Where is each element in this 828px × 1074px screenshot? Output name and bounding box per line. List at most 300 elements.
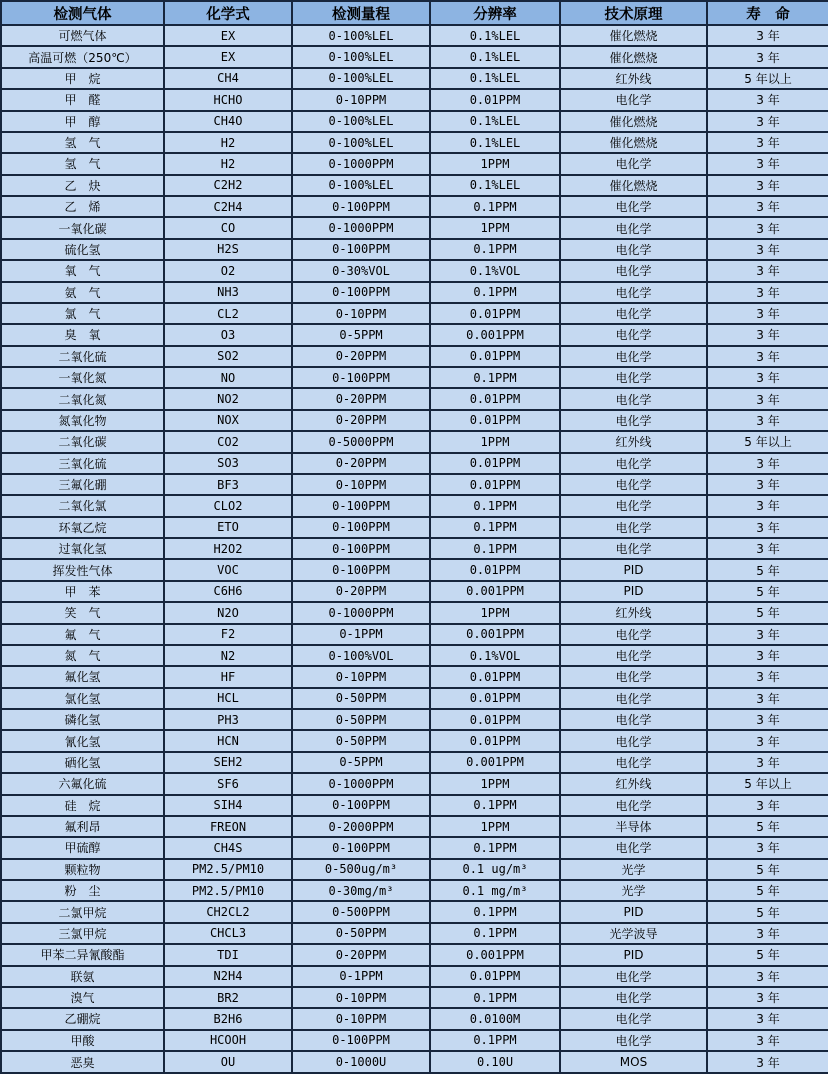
formula-cell: HF bbox=[164, 666, 292, 687]
formula-cell: HCOOH bbox=[164, 1030, 292, 1051]
principle-cell: 光学 bbox=[560, 859, 707, 880]
gas-name-cell: 三氧化硫 bbox=[1, 453, 164, 474]
gas-name-cell: 可燃气体 bbox=[1, 25, 164, 46]
table-row bbox=[1, 559, 828, 580]
lifespan-cell: 3 年 bbox=[707, 709, 828, 730]
resolution-cell: 0.1PPM bbox=[430, 282, 560, 303]
table-header bbox=[1, 1, 828, 25]
principle-cell: 光学波导 bbox=[560, 923, 707, 944]
formula-cell: CH2CL2 bbox=[164, 901, 292, 922]
lifespan-cell: 5 年 bbox=[707, 816, 828, 837]
gas-name-cell: 甲硫醇 bbox=[1, 837, 164, 858]
table-row bbox=[1, 132, 828, 153]
lifespan-cell: 3 年 bbox=[707, 346, 828, 367]
formula-cell: CH4 bbox=[164, 68, 292, 89]
range-cell: 0-100PPM bbox=[292, 367, 430, 388]
resolution-cell: 0.1PPM bbox=[430, 923, 560, 944]
lifespan-cell: 5 年 bbox=[707, 944, 828, 965]
resolution-cell: 1PPM bbox=[430, 153, 560, 174]
range-cell: 0-20PPM bbox=[292, 410, 430, 431]
formula-cell: CHCL3 bbox=[164, 923, 292, 944]
gas-name-cell: 氮氧化物 bbox=[1, 410, 164, 431]
table-row bbox=[1, 773, 828, 794]
range-cell: 0-20PPM bbox=[292, 346, 430, 367]
resolution-cell: 1PPM bbox=[430, 602, 560, 623]
lifespan-cell: 5 年 bbox=[707, 581, 828, 602]
formula-cell: H2S bbox=[164, 239, 292, 260]
resolution-cell: 0.001PPM bbox=[430, 944, 560, 965]
table-row bbox=[1, 666, 828, 687]
formula-cell: BR2 bbox=[164, 987, 292, 1008]
principle-cell: 电化学 bbox=[560, 346, 707, 367]
principle-cell: MOS bbox=[560, 1051, 707, 1073]
gas-name-cell: 甲 烷 bbox=[1, 68, 164, 89]
lifespan-cell: 3 年 bbox=[707, 367, 828, 388]
gas-name-cell: 氮 气 bbox=[1, 645, 164, 666]
resolution-cell: 0.1PPM bbox=[430, 538, 560, 559]
table-row bbox=[1, 346, 828, 367]
formula-cell: HCHO bbox=[164, 89, 292, 110]
range-cell: 0-100PPM bbox=[292, 495, 430, 516]
principle-cell: 电化学 bbox=[560, 1030, 707, 1051]
range-cell: 0-100PPM bbox=[292, 196, 430, 217]
gas-name-cell: 颗粒物 bbox=[1, 859, 164, 880]
resolution-cell: 0.01PPM bbox=[430, 346, 560, 367]
lifespan-cell: 3 年 bbox=[707, 260, 828, 281]
formula-cell: CH4S bbox=[164, 837, 292, 858]
lifespan-cell: 5 年 bbox=[707, 880, 828, 901]
principle-cell: PID bbox=[560, 581, 707, 602]
table-row bbox=[1, 517, 828, 538]
principle-cell: 红外线 bbox=[560, 431, 707, 452]
table-row bbox=[1, 581, 828, 602]
principle-cell: 电化学 bbox=[560, 730, 707, 751]
lifespan-cell: 3 年 bbox=[707, 752, 828, 773]
resolution-cell: 1PPM bbox=[430, 773, 560, 794]
principle-cell: 电化学 bbox=[560, 966, 707, 987]
table-row bbox=[1, 1008, 828, 1029]
lifespan-cell: 3 年 bbox=[707, 89, 828, 110]
range-cell: 0-10PPM bbox=[292, 89, 430, 110]
resolution-cell: 0.01PPM bbox=[430, 730, 560, 751]
resolution-cell: 0.1PPM bbox=[430, 495, 560, 516]
resolution-cell: 0.001PPM bbox=[430, 324, 560, 345]
lifespan-cell: 3 年 bbox=[707, 966, 828, 987]
range-cell: 0-30mg/m³ bbox=[292, 880, 430, 901]
range-cell: 0-20PPM bbox=[292, 453, 430, 474]
resolution-cell: 0.1PPM bbox=[430, 987, 560, 1008]
gas-name-cell: 二氧化氮 bbox=[1, 388, 164, 409]
table-row bbox=[1, 175, 828, 196]
range-cell: 0-20PPM bbox=[292, 388, 430, 409]
lifespan-cell: 3 年 bbox=[707, 688, 828, 709]
resolution-cell: 0.01PPM bbox=[430, 410, 560, 431]
lifespan-cell: 3 年 bbox=[707, 517, 828, 538]
column-header-5: 寿 命 bbox=[707, 1, 828, 25]
resolution-cell: 0.10U bbox=[430, 1051, 560, 1073]
gas-name-cell: 氢 气 bbox=[1, 132, 164, 153]
resolution-cell: 0.01PPM bbox=[430, 303, 560, 324]
lifespan-cell: 5 年 bbox=[707, 901, 828, 922]
range-cell: 0-100PPM bbox=[292, 795, 430, 816]
resolution-cell: 0.1%LEL bbox=[430, 25, 560, 46]
table-row bbox=[1, 859, 828, 880]
lifespan-cell: 3 年 bbox=[707, 132, 828, 153]
gas-name-cell: 氨 气 bbox=[1, 282, 164, 303]
table-row bbox=[1, 923, 828, 944]
resolution-cell: 0.01PPM bbox=[430, 453, 560, 474]
range-cell: 0-100%LEL bbox=[292, 132, 430, 153]
lifespan-cell: 3 年 bbox=[707, 111, 828, 132]
principle-cell: 电化学 bbox=[560, 987, 707, 1008]
formula-cell: HCL bbox=[164, 688, 292, 709]
gas-name-cell: 氟利昂 bbox=[1, 816, 164, 837]
resolution-cell: 0.0100M bbox=[430, 1008, 560, 1029]
lifespan-cell: 3 年 bbox=[707, 837, 828, 858]
gas-name-cell: 溴气 bbox=[1, 987, 164, 1008]
resolution-cell: 0.1%LEL bbox=[430, 175, 560, 196]
range-cell: 0-1PPM bbox=[292, 624, 430, 645]
gas-name-cell: 恶臭 bbox=[1, 1051, 164, 1073]
formula-cell: O3 bbox=[164, 324, 292, 345]
lifespan-cell: 3 年 bbox=[707, 453, 828, 474]
range-cell: 0-20PPM bbox=[292, 944, 430, 965]
table-row bbox=[1, 538, 828, 559]
table-row bbox=[1, 431, 828, 452]
principle-cell: 电化学 bbox=[560, 303, 707, 324]
lifespan-cell: 3 年 bbox=[707, 495, 828, 516]
lifespan-cell: 3 年 bbox=[707, 666, 828, 687]
formula-cell: CH4O bbox=[164, 111, 292, 132]
table-row bbox=[1, 196, 828, 217]
range-cell: 0-10PPM bbox=[292, 1008, 430, 1029]
range-cell: 0-10PPM bbox=[292, 474, 430, 495]
resolution-cell: 0.01PPM bbox=[430, 966, 560, 987]
principle-cell: 电化学 bbox=[560, 89, 707, 110]
lifespan-cell: 5 年 bbox=[707, 859, 828, 880]
lifespan-cell: 3 年 bbox=[707, 25, 828, 46]
formula-cell: PM2.5/PM10 bbox=[164, 859, 292, 880]
table-row bbox=[1, 474, 828, 495]
principle-cell: 电化学 bbox=[560, 495, 707, 516]
resolution-cell: 0.1PPM bbox=[430, 1030, 560, 1051]
table-row bbox=[1, 46, 828, 67]
resolution-cell: 0.1PPM bbox=[430, 795, 560, 816]
range-cell: 0-50PPM bbox=[292, 688, 430, 709]
formula-cell: OU bbox=[164, 1051, 292, 1073]
resolution-cell: 0.001PPM bbox=[430, 581, 560, 602]
range-cell: 0-1000PPM bbox=[292, 773, 430, 794]
formula-cell: C6H6 bbox=[164, 581, 292, 602]
lifespan-cell: 3 年 bbox=[707, 388, 828, 409]
formula-cell: H2 bbox=[164, 132, 292, 153]
gas-name-cell: 甲酸 bbox=[1, 1030, 164, 1051]
principle-cell: PID bbox=[560, 944, 707, 965]
gas-name-cell: 二氧化氯 bbox=[1, 495, 164, 516]
range-cell: 0-10PPM bbox=[292, 987, 430, 1008]
table-row bbox=[1, 303, 828, 324]
formula-cell: FREON bbox=[164, 816, 292, 837]
formula-cell: C2H2 bbox=[164, 175, 292, 196]
principle-cell: 红外线 bbox=[560, 68, 707, 89]
lifespan-cell: 3 年 bbox=[707, 987, 828, 1008]
principle-cell: 电化学 bbox=[560, 217, 707, 238]
resolution-cell: 0.1PPM bbox=[430, 196, 560, 217]
principle-cell: 电化学 bbox=[560, 666, 707, 687]
gas-name-cell: 磷化氢 bbox=[1, 709, 164, 730]
principle-cell: 电化学 bbox=[560, 260, 707, 281]
resolution-cell: 0.1%VOL bbox=[430, 645, 560, 666]
range-cell: 0-1000U bbox=[292, 1051, 430, 1073]
range-cell: 0-500PPM bbox=[292, 901, 430, 922]
formula-cell: TDI bbox=[164, 944, 292, 965]
resolution-cell: 0.1PPM bbox=[430, 837, 560, 858]
table-body bbox=[1, 25, 828, 1073]
lifespan-cell: 3 年 bbox=[707, 1030, 828, 1051]
gas-name-cell: 硫化氢 bbox=[1, 239, 164, 260]
resolution-cell: 0.1PPM bbox=[430, 239, 560, 260]
table-row bbox=[1, 816, 828, 837]
table-row bbox=[1, 367, 828, 388]
range-cell: 0-100PPM bbox=[292, 559, 430, 580]
principle-cell: 电化学 bbox=[560, 474, 707, 495]
table-row bbox=[1, 1051, 828, 1073]
column-header-4: 技术原理 bbox=[560, 1, 707, 25]
range-cell: 0-100PPM bbox=[292, 538, 430, 559]
gas-name-cell: 甲 苯 bbox=[1, 581, 164, 602]
gas-name-cell: 臭 氧 bbox=[1, 324, 164, 345]
range-cell: 0-100PPM bbox=[292, 517, 430, 538]
lifespan-cell: 3 年 bbox=[707, 730, 828, 751]
principle-cell: 电化学 bbox=[560, 645, 707, 666]
formula-cell: PM2.5/PM10 bbox=[164, 880, 292, 901]
lifespan-cell: 3 年 bbox=[707, 474, 828, 495]
table-row bbox=[1, 730, 828, 751]
formula-cell: H2O2 bbox=[164, 538, 292, 559]
formula-cell: SF6 bbox=[164, 773, 292, 794]
lifespan-cell: 3 年 bbox=[707, 175, 828, 196]
principle-cell: 电化学 bbox=[560, 538, 707, 559]
resolution-cell: 0.001PPM bbox=[430, 752, 560, 773]
resolution-cell: 0.1%LEL bbox=[430, 132, 560, 153]
resolution-cell: 0.1%LEL bbox=[430, 68, 560, 89]
lifespan-cell: 3 年 bbox=[707, 645, 828, 666]
range-cell: 0-100%LEL bbox=[292, 175, 430, 196]
gas-name-cell: 二氯甲烷 bbox=[1, 901, 164, 922]
range-cell: 0-100PPM bbox=[292, 1030, 430, 1051]
table-row bbox=[1, 688, 828, 709]
resolution-cell: 0.1PPM bbox=[430, 517, 560, 538]
resolution-cell: 0.01PPM bbox=[430, 89, 560, 110]
formula-cell: SEH2 bbox=[164, 752, 292, 773]
gas-name-cell: 联氨 bbox=[1, 966, 164, 987]
resolution-cell: 0.1PPM bbox=[430, 901, 560, 922]
table-row bbox=[1, 388, 828, 409]
gas-name-cell: 一氧化碳 bbox=[1, 217, 164, 238]
principle-cell: 催化燃烧 bbox=[560, 46, 707, 67]
range-cell: 0-50PPM bbox=[292, 709, 430, 730]
gas-name-cell: 三氯甲烷 bbox=[1, 923, 164, 944]
table-row bbox=[1, 153, 828, 174]
table-row bbox=[1, 602, 828, 623]
gas-name-cell: 氟化氢 bbox=[1, 666, 164, 687]
principle-cell: 电化学 bbox=[560, 517, 707, 538]
formula-cell: CL2 bbox=[164, 303, 292, 324]
table-row bbox=[1, 709, 828, 730]
column-header-3: 分辨率 bbox=[430, 1, 560, 25]
formula-cell: CO bbox=[164, 217, 292, 238]
formula-cell: B2H6 bbox=[164, 1008, 292, 1029]
formula-cell: F2 bbox=[164, 624, 292, 645]
gas-name-cell: 氯化氢 bbox=[1, 688, 164, 709]
table-row bbox=[1, 453, 828, 474]
principle-cell: 红外线 bbox=[560, 773, 707, 794]
gas-name-cell: 笑 气 bbox=[1, 602, 164, 623]
lifespan-cell: 3 年 bbox=[707, 1051, 828, 1073]
formula-cell: SO3 bbox=[164, 453, 292, 474]
formula-cell: EX bbox=[164, 25, 292, 46]
resolution-cell: 0.01PPM bbox=[430, 709, 560, 730]
principle-cell: 电化学 bbox=[560, 624, 707, 645]
formula-cell: SO2 bbox=[164, 346, 292, 367]
range-cell: 0-100%LEL bbox=[292, 111, 430, 132]
range-cell: 0-1PPM bbox=[292, 966, 430, 987]
range-cell: 0-100%VOL bbox=[292, 645, 430, 666]
gas-name-cell: 甲 醇 bbox=[1, 111, 164, 132]
principle-cell: 电化学 bbox=[560, 367, 707, 388]
table-row bbox=[1, 624, 828, 645]
gas-name-cell: 三氟化硼 bbox=[1, 474, 164, 495]
lifespan-cell: 3 年 bbox=[707, 538, 828, 559]
principle-cell: 电化学 bbox=[560, 688, 707, 709]
range-cell: 0-5PPM bbox=[292, 752, 430, 773]
gas-name-cell: 粉 尘 bbox=[1, 880, 164, 901]
table-row bbox=[1, 795, 828, 816]
gas-name-cell: 甲 醛 bbox=[1, 89, 164, 110]
principle-cell: 电化学 bbox=[560, 388, 707, 409]
lifespan-cell: 5 年以上 bbox=[707, 773, 828, 794]
principle-cell: 红外线 bbox=[560, 602, 707, 623]
range-cell: 0-100%LEL bbox=[292, 25, 430, 46]
lifespan-cell: 3 年 bbox=[707, 196, 828, 217]
gas-name-cell: 二氧化硫 bbox=[1, 346, 164, 367]
range-cell: 0-100%LEL bbox=[292, 46, 430, 67]
principle-cell: PID bbox=[560, 559, 707, 580]
gas-name-cell: 六氟化硫 bbox=[1, 773, 164, 794]
resolution-cell: 1PPM bbox=[430, 431, 560, 452]
gas-name-cell: 硒化氢 bbox=[1, 752, 164, 773]
lifespan-cell: 3 年 bbox=[707, 624, 828, 645]
table-row bbox=[1, 1030, 828, 1051]
table-row bbox=[1, 260, 828, 281]
range-cell: 0-50PPM bbox=[292, 923, 430, 944]
gas-name-cell: 氯 气 bbox=[1, 303, 164, 324]
formula-cell: N2O bbox=[164, 602, 292, 623]
formula-cell: C2H4 bbox=[164, 196, 292, 217]
range-cell: 0-5000PPM bbox=[292, 431, 430, 452]
gas-name-cell: 二氧化碳 bbox=[1, 431, 164, 452]
formula-cell: N2H4 bbox=[164, 966, 292, 987]
resolution-cell: 0.1%LEL bbox=[430, 46, 560, 67]
formula-cell: BF3 bbox=[164, 474, 292, 495]
principle-cell: 电化学 bbox=[560, 282, 707, 303]
formula-cell: NOX bbox=[164, 410, 292, 431]
table-row bbox=[1, 880, 828, 901]
resolution-cell: 0.1%LEL bbox=[430, 111, 560, 132]
formula-cell: VOC bbox=[164, 559, 292, 580]
lifespan-cell: 3 年 bbox=[707, 1008, 828, 1029]
table-row bbox=[1, 645, 828, 666]
lifespan-cell: 5 年以上 bbox=[707, 431, 828, 452]
resolution-cell: 1PPM bbox=[430, 217, 560, 238]
gas-name-cell: 乙硼烷 bbox=[1, 1008, 164, 1029]
table-row bbox=[1, 25, 828, 46]
resolution-cell: 0.1 mg/m³ bbox=[430, 880, 560, 901]
principle-cell: 光学 bbox=[560, 880, 707, 901]
gas-name-cell: 氧 气 bbox=[1, 260, 164, 281]
formula-cell: ETO bbox=[164, 517, 292, 538]
lifespan-cell: 3 年 bbox=[707, 153, 828, 174]
principle-cell: 电化学 bbox=[560, 795, 707, 816]
table-row bbox=[1, 987, 828, 1008]
table-row bbox=[1, 410, 828, 431]
lifespan-cell: 3 年 bbox=[707, 282, 828, 303]
table-row bbox=[1, 837, 828, 858]
gas-name-cell: 乙 烯 bbox=[1, 196, 164, 217]
formula-cell: NH3 bbox=[164, 282, 292, 303]
gas-name-cell: 氰化氢 bbox=[1, 730, 164, 751]
principle-cell: 半导体 bbox=[560, 816, 707, 837]
gas-name-cell: 一氧化氮 bbox=[1, 367, 164, 388]
table-row bbox=[1, 324, 828, 345]
lifespan-cell: 3 年 bbox=[707, 324, 828, 345]
principle-cell: 电化学 bbox=[560, 453, 707, 474]
resolution-cell: 0.1 ug/m³ bbox=[430, 859, 560, 880]
table-row bbox=[1, 111, 828, 132]
range-cell: 0-20PPM bbox=[292, 581, 430, 602]
range-cell: 0-30%VOL bbox=[292, 260, 430, 281]
formula-cell: CO2 bbox=[164, 431, 292, 452]
range-cell: 0-2000PPM bbox=[292, 816, 430, 837]
formula-cell: PH3 bbox=[164, 709, 292, 730]
range-cell: 0-5PPM bbox=[292, 324, 430, 345]
range-cell: 0-50PPM bbox=[292, 730, 430, 751]
table-row bbox=[1, 901, 828, 922]
table-row bbox=[1, 239, 828, 260]
resolution-cell: 0.01PPM bbox=[430, 688, 560, 709]
principle-cell: 催化燃烧 bbox=[560, 132, 707, 153]
column-header-2: 检测量程 bbox=[292, 1, 430, 25]
range-cell: 0-500ug/m³ bbox=[292, 859, 430, 880]
principle-cell: 催化燃烧 bbox=[560, 175, 707, 196]
resolution-cell: 0.001PPM bbox=[430, 624, 560, 645]
formula-cell: EX bbox=[164, 46, 292, 67]
table-row bbox=[1, 217, 828, 238]
principle-cell: 电化学 bbox=[560, 837, 707, 858]
table-row bbox=[1, 966, 828, 987]
gas-name-cell: 环氧乙烷 bbox=[1, 517, 164, 538]
range-cell: 0-10PPM bbox=[292, 666, 430, 687]
lifespan-cell: 5 年 bbox=[707, 602, 828, 623]
table-row bbox=[1, 752, 828, 773]
lifespan-cell: 3 年 bbox=[707, 795, 828, 816]
range-cell: 0-100PPM bbox=[292, 239, 430, 260]
lifespan-cell: 3 年 bbox=[707, 239, 828, 260]
range-cell: 0-1000PPM bbox=[292, 602, 430, 623]
gas-name-cell: 氟 气 bbox=[1, 624, 164, 645]
principle-cell: 电化学 bbox=[560, 410, 707, 431]
principle-cell: 电化学 bbox=[560, 752, 707, 773]
